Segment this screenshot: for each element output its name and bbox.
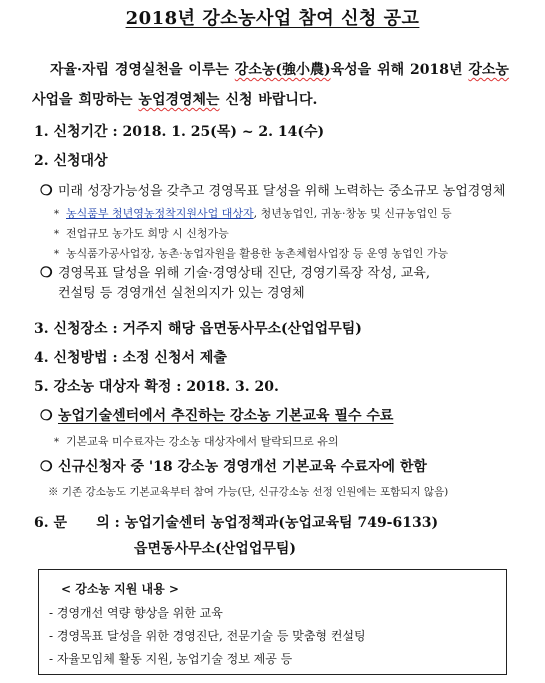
star-bullet-icon: * xyxy=(54,229,59,240)
section-method: 4. 신청방법 : 소정 신청서 제출 xyxy=(34,350,227,366)
youth-farming-link[interactable]: 농식품부 청년영농정착지원사업 대상자 xyxy=(66,207,254,220)
circle-bullet-icon: ❍ xyxy=(40,265,53,281)
confirmation-item-1: ❍ 농업기술센터에서 추진하는 강소농 기본교육 필수 수료 xyxy=(40,408,394,424)
section-contact: 6. 문 의 : 농업기술센터 농업정책과(농업교육팀 749-6133) xyxy=(34,515,439,531)
eligibility-sub-2: * 전업규모 농가도 희망 시 신청가능 xyxy=(54,227,229,240)
contact-line-2: 읍면동사무소(산업업무팀) xyxy=(134,541,297,557)
star-bullet-icon: * xyxy=(54,209,59,220)
support-item-3: - 자율모임체 활동 지원, 농업기술 정보 제공 등 xyxy=(49,652,293,666)
section-confirmation: 5. 강소농 대상자 확정 : 2018. 3. 20. xyxy=(34,379,279,395)
confirmation-item-2: ❍ 신규신청자 중 '18 강소농 경영개선 기본교육 수료자에 한함 xyxy=(40,459,427,475)
section-location: 3. 신청장소 : 거주지 해당 읍면동사무소(산업업무팀) xyxy=(34,321,362,337)
eligibility-item-2: ❍ 경영목표 달성을 위해 기술·경영상태 진단, 경영기록장 작성, 교육, xyxy=(40,265,430,281)
section-eligibility: 2. 신청대상 xyxy=(34,153,108,169)
confirmation-sub-1: * 기본교육 미수료자는 강소농 대상자에서 탈락되므로 유의 xyxy=(54,435,339,448)
eligibility-item-2-cont: 컨설팅 등 경영개선 실천의지가 있는 경영체 xyxy=(58,286,305,301)
star-bullet-icon: * xyxy=(54,437,59,448)
support-box-header: < 강소농 지원 내용 > xyxy=(61,582,179,596)
circle-bullet-icon: ❍ xyxy=(40,408,53,424)
eligibility-sub-3: * 농식품가공사업장, 농촌·농업자원을 활용한 농촌체험사업장 등 운영 농업인 가능 xyxy=(54,247,449,260)
page-title: 2018년 강소농사업 참여 신청 공고 xyxy=(125,8,420,29)
eligibility-item-1: ❍ 미래 성장가능성을 갖추고 경영목표 달성을 위해 노력하는 중소규모 농업경영체 xyxy=(40,183,506,199)
intro-paragraph: 자율·자립 경영실천을 이루는 강소농(強小農)육성을 위해 2018년 강소농 사업을 희망하는 농업경영체는 신청 바랍니다. xyxy=(32,62,509,108)
star-bullet-icon: * xyxy=(54,249,59,260)
circle-bullet-icon: ❍ xyxy=(40,183,53,199)
eligibility-sub-1: * 농식품부 청년영농정착지원사업 대상자, 청년농업인, 귀농·창농 및 신규농업인 등 xyxy=(54,207,452,220)
circle-bullet-icon: ❍ xyxy=(40,459,53,475)
section-application-period: 1. 신청기간 : 2018. 1. 25(목) ~ 2. 14(수) xyxy=(34,124,325,140)
support-item-1: - 경영개선 역량 향상을 위한 교육 xyxy=(49,606,223,620)
confirmation-note: ※ 기존 강소농도 기본교육부터 참여 가능(단, 신규강소농 선정 인원에는 포함되지 않음) xyxy=(48,486,449,498)
support-content-box xyxy=(38,569,507,675)
support-item-2: - 경영목표 달성을 위한 경영진단, 전문기술 등 맞춤형 컨설팅 xyxy=(49,629,366,643)
